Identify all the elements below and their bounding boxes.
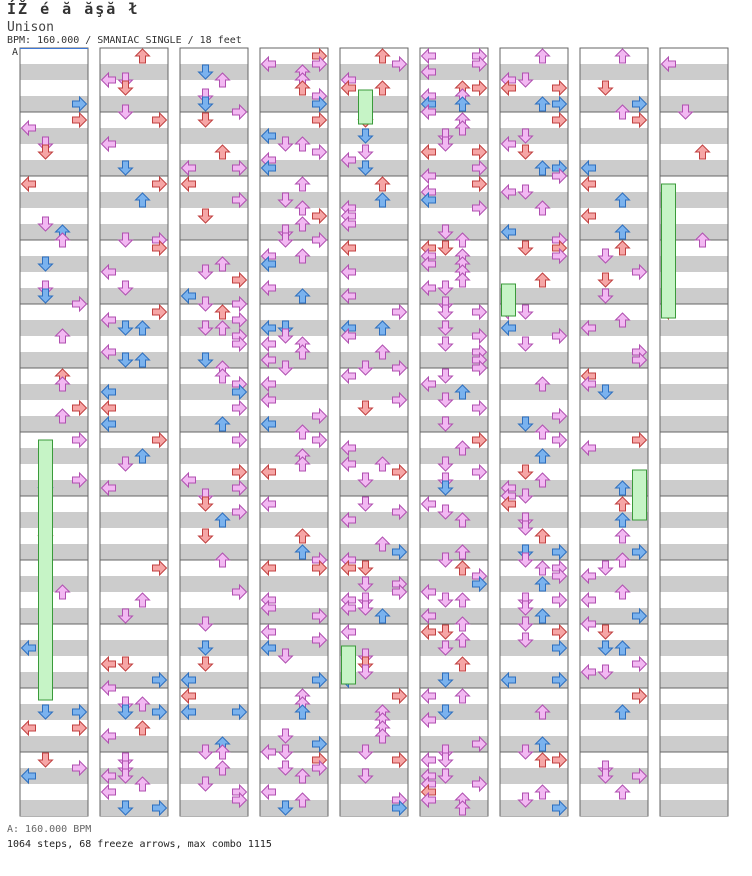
chart-stripe: [501, 352, 568, 368]
chart-stripe: [581, 192, 648, 208]
chart-stripe: [181, 352, 248, 368]
chart-stripe: [261, 480, 328, 496]
chart-stripe: [341, 416, 408, 432]
chart-stripe: [21, 224, 88, 240]
chart-stripe: [181, 128, 248, 144]
chart-stripe: [341, 128, 408, 144]
chart-stripe: [661, 608, 728, 624]
chart-stripe: [181, 224, 248, 240]
chart-stripe: [261, 448, 328, 464]
chart-stripe: [501, 768, 568, 784]
chart-stripe: [21, 800, 88, 816]
chart-stripe: [21, 448, 88, 464]
chart-stripe: [581, 64, 648, 80]
chart-stripe: [341, 480, 408, 496]
chart-stripe: [21, 160, 88, 176]
song-subtitle: Unison: [7, 20, 54, 35]
chart-stripe: [501, 704, 568, 720]
chart-stripe: [661, 768, 728, 784]
chart-stripe: [661, 512, 728, 528]
chart-stripe: [341, 736, 408, 752]
chart-stripe: [261, 576, 328, 592]
chart-stripe: [421, 544, 488, 560]
chart-stripe: [261, 800, 328, 816]
chart-stripe: [581, 224, 648, 240]
freeze-arrow: [39, 440, 53, 700]
chart-stripe: [421, 416, 488, 432]
chart-stripe: [661, 96, 728, 112]
chart-stripe: [21, 64, 88, 80]
chart-stripe: [661, 320, 728, 336]
chart-stripe: [661, 480, 728, 496]
chart-stripe: [581, 704, 648, 720]
chart-stripe: [181, 640, 248, 656]
chart-stripe: [21, 416, 88, 432]
freeze-arrow: [359, 90, 373, 124]
chart-stripe: [421, 480, 488, 496]
chart-stripe: [341, 768, 408, 784]
chart-stripe: [661, 128, 728, 144]
chart-stripe: [101, 640, 168, 656]
chart-stripe: [661, 672, 728, 688]
chart-stripe: [581, 640, 648, 656]
chart-stripe: [661, 704, 728, 720]
freeze-arrow: [502, 284, 516, 316]
chart-stripe: [181, 768, 248, 784]
chart-stripe: [261, 512, 328, 528]
chart-stripe: [101, 96, 168, 112]
chart-stripe: [101, 160, 168, 176]
chart-stripe: [21, 352, 88, 368]
chart-stripe: [181, 256, 248, 272]
bpm-footer: A: 160.000 BPM: [7, 824, 92, 835]
chart-stripe: [181, 64, 248, 80]
chart-stripe: [21, 512, 88, 528]
chart-stripe: [181, 448, 248, 464]
chart-stripe: [661, 736, 728, 752]
chart-stripe: [501, 608, 568, 624]
chart-stripe: [101, 512, 168, 528]
chart-stripe: [21, 384, 88, 400]
chart-stripe: [501, 512, 568, 528]
chart-stripe: [101, 544, 168, 560]
chart-stripe: [261, 704, 328, 720]
chart-stripe: [21, 256, 88, 272]
chart-stripe: [661, 160, 728, 176]
chart-stripe: [501, 736, 568, 752]
chart-stripe: [261, 192, 328, 208]
freeze-arrow: [633, 470, 647, 520]
chart-stripe: [21, 544, 88, 560]
chart-stripe: [181, 736, 248, 752]
chart-stripe: [341, 96, 408, 112]
chart-stripe: [21, 608, 88, 624]
step-stats: 1064 steps, 68 freeze arrows, max combo 1115: [7, 839, 272, 850]
chart-stripe: [181, 544, 248, 560]
chart-stripe: [581, 128, 648, 144]
chart-stripe: [101, 576, 168, 592]
chart-stripe: [501, 448, 568, 464]
chart-stripe: [21, 320, 88, 336]
chart-stripe: [581, 800, 648, 816]
chart-stripe: [661, 416, 728, 432]
chart-stripe: [421, 224, 488, 240]
chart-stripe: [101, 608, 168, 624]
song-title: ÍŽ é ă ăşă ł: [7, 0, 140, 18]
bpm-marker: A: [12, 47, 19, 58]
chart-stripe: [421, 672, 488, 688]
chart-stripe: [581, 416, 648, 432]
chart-stripe: [581, 736, 648, 752]
chart-stripe: [661, 384, 728, 400]
chart-stripe: [341, 704, 408, 720]
chart-stripe: [421, 512, 488, 528]
chart-stripe: [581, 288, 648, 304]
chart-stripe: [661, 544, 728, 560]
chart-stripe: [661, 352, 728, 368]
chart-stripe: [101, 192, 168, 208]
chart-stripe: [21, 576, 88, 592]
chart-stripe: [661, 800, 728, 816]
chart-stripe: [101, 288, 168, 304]
chart-stripe: [421, 448, 488, 464]
chart-stripe: [21, 736, 88, 752]
chart-stripe: [181, 608, 248, 624]
chart-meta: BPM: 160.000 / SMANIAC SINGLE / 18 feet: [7, 35, 242, 46]
chart-stripe: [21, 192, 88, 208]
chart-stripe: [661, 448, 728, 464]
chart-stripe: [181, 416, 248, 432]
chart-stripe: [501, 384, 568, 400]
chart-stripe: [101, 448, 168, 464]
chart-stripe: [661, 576, 728, 592]
freeze-arrow: [662, 184, 676, 318]
chart-stripe: [421, 128, 488, 144]
chart-stripe: [421, 640, 488, 656]
chart-stripe: [661, 640, 728, 656]
freeze-arrow: [342, 646, 356, 684]
chart-stripe: [21, 672, 88, 688]
